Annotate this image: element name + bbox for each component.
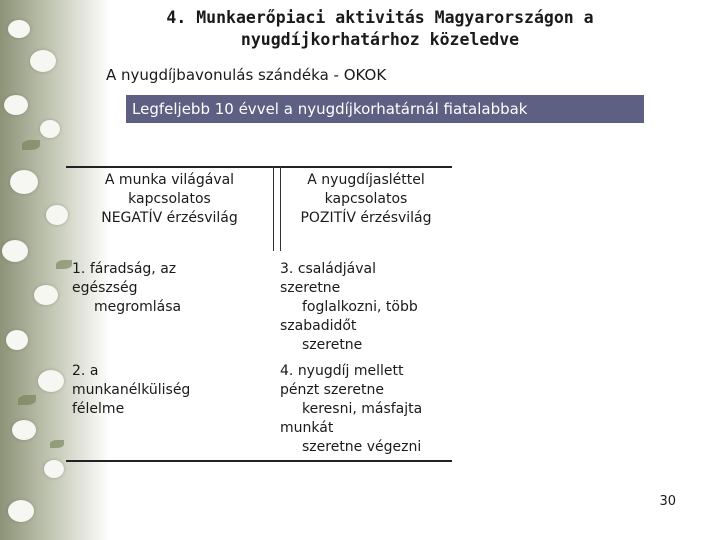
negative-item-2: 2. a munkanélküliség félelme (72, 363, 191, 417)
positive-header: A nyugdíjasléttel kapcsolatos POZITÍV érzésvilág (300, 172, 432, 226)
title-line-2: nyugdíjkorhatárhoz közeledve (240, 30, 520, 49)
negative-item-1: 1. fáradság, az egészség megromlása (72, 261, 182, 315)
title-line-1: 4. Munkaerőpiaci aktivitás Magyarországon a (166, 8, 594, 27)
page-number: 30 (659, 494, 676, 509)
slide-subtitle: A nyugdíjbavonulás szándéka - OKOK (106, 66, 387, 84)
negative-header: A munka világával kapcsolatos NEGATÍV érzésvilág (101, 172, 238, 226)
slide-title (100, 7, 660, 51)
table-top-border (66, 166, 452, 168)
positive-item-4: 4. nyugdíj mellett pénzt szeretne keresni, másfajta munkát szeretne végezni (280, 363, 423, 455)
table-divider-left (273, 166, 274, 251)
positive-item-3: 3. családjával szeretne foglalkozni, több szabadidőt szeretne (280, 261, 418, 353)
table-bottom-border (66, 460, 452, 462)
banner: Legfeljebb 10 évvel a nyugdíjkorhatárnál fiatalabbak (126, 95, 644, 123)
